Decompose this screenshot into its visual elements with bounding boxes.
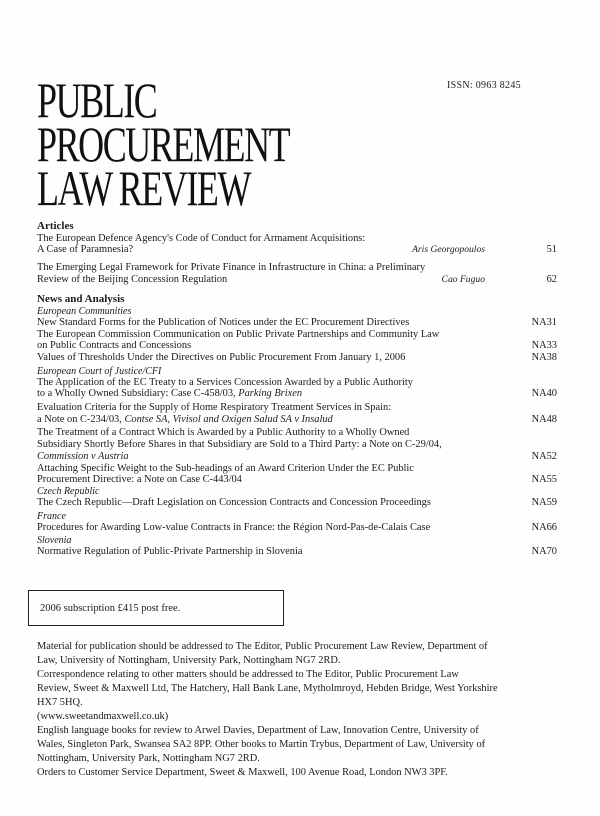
notice-line: Review, Sweet & Maxwell Ltd, The Hatchery, Hall Bank Lane, Mytholmroyd, Hebden Bridge, West Yorkshire bbox=[37, 683, 498, 694]
notice-line: English language books for review to Arwel Davies, Department of Law, Innovation Centre, University of bbox=[37, 725, 479, 736]
news-entry: Procedures for Awarding Low-value Contracts in France: the Région Nord-Pas-de-Calais Case NA66 bbox=[37, 521, 557, 533]
title-line-2: PROCUREMENT bbox=[37, 116, 290, 172]
notice-line: Orders to Customer Service Department, Sweet & Maxwell, 100 Avenue Road, London NW3 3PF. bbox=[37, 767, 448, 778]
news-entry: New Standard Forms for the Publication of Notices under the EC Procurement Directives NA31 bbox=[37, 316, 557, 328]
title-line-3: LAW REVIEW bbox=[37, 160, 250, 216]
news-entry: Normative Regulation of Public-Private Partnership in Slovenia NA70 bbox=[37, 546, 557, 558]
notice-line: Material for publication should be addressed to The Editor, Public Procurement Law Review, Department of bbox=[37, 641, 488, 652]
news-page: NA40 bbox=[531, 388, 557, 400]
section-france: France bbox=[37, 510, 66, 522]
section-european-communities: European Communities bbox=[37, 305, 132, 317]
news-entry: The Treatment of a Contract Which is Awarded by a Public Authority to a Wholly Owned Subsidiary Shortly Before Shares in that Subsidiary are Sold to a Third Party: a Note on C-29/04, Commission v Austria NA52 bbox=[37, 427, 557, 462]
notice-line: HX7 5HQ. bbox=[37, 697, 83, 708]
notice-line: (www.sweetandmaxwell.co.uk) bbox=[37, 711, 169, 722]
news-page: NA48 bbox=[531, 413, 557, 425]
article-author: Cao Fuguo bbox=[441, 273, 485, 285]
editorial-notice bbox=[37, 640, 558, 780]
section-ecj: European Court of Justice/CFI bbox=[37, 365, 162, 377]
notice-line: Law, University of Nottingham, University Park, Nottingham NG7 2RD. bbox=[37, 655, 341, 666]
news-entry: Attaching Specific Weight to the Sub-headings of an Award Criterion Under the EC Public Procurement Directive: a Note on Case C-443/04 NA55 bbox=[37, 462, 557, 486]
issn: ISSN: 0963 8245 bbox=[447, 80, 521, 91]
news-entry: The European Commission Communication on Public Private Partnerships and Community Law on Public Contracts and Concessions NA33 bbox=[37, 328, 557, 352]
news-entry: The Application of the EC Treaty to a Services Concession Awarded by a Public Authority to a Wholly Owned Subsidiary: Case C-458/03, Parking Brixen NA40 bbox=[37, 376, 557, 400]
news-entry: Evaluation Criteria for the Supply of Home Respiratory Treatment Services in Spain: a Note on C-234/03, Contse SA, Vivisol and Oxigen Salud SA v Insalud NA48 bbox=[37, 402, 557, 425]
article-entry-1: The European Defence Agency's Code of Conduct for Armament Acquisitions: A Case of Paramnesia? Aris Georgopoulos 51 bbox=[37, 232, 557, 256]
journal-title bbox=[37, 72, 290, 216]
subscription-box bbox=[28, 590, 284, 626]
article-page: 62 bbox=[546, 273, 557, 285]
title-line-1: PUBLIC bbox=[37, 72, 157, 128]
news-entry: Values of Thresholds Under the Directives on Public Procurement From January 1, 2006 NA38 bbox=[37, 351, 557, 363]
section-slovenia: Slovenia bbox=[37, 535, 72, 547]
section-czech: Czech Republic bbox=[37, 485, 100, 497]
news-page: NA33 bbox=[531, 340, 557, 352]
news-page: NA59 bbox=[531, 496, 557, 508]
news-entry: The Czech Republic—Draft Legislation on Concession Contracts and Concession Proceedings NA59 bbox=[37, 496, 557, 508]
news-page: NA66 bbox=[531, 521, 557, 533]
article-author: Aris Georgopoulos bbox=[412, 244, 485, 256]
notice-line: Wales, Singleton Park, Swansea SA2 8PP. Other books to Martin Trybus, Department of Law, University of bbox=[37, 739, 486, 750]
article-page: 51 bbox=[546, 244, 557, 256]
news-page: NA38 bbox=[531, 351, 557, 363]
notice-line: Nottingham, University Park, Nottingham NG7 2RD. bbox=[37, 753, 260, 764]
subscription-text: 2006 subscription £415 post free. bbox=[40, 603, 181, 614]
news-page: NA70 bbox=[531, 546, 557, 558]
news-heading: News and Analysis bbox=[37, 293, 125, 306]
news-page: NA52 bbox=[531, 450, 557, 462]
article-entry-2: The Emerging Legal Framework for Private Finance in Infrastructure in China: a Preliminary Review of the Beijing Concession Regulation Cao Fuguo 62 bbox=[37, 261, 557, 285]
table-of-contents bbox=[37, 220, 557, 558]
notice-line: Correspondence relating to other matters should be addressed to The Editor, Public Procurement Law bbox=[37, 669, 459, 680]
news-page: NA31 bbox=[531, 316, 557, 328]
news-page: NA55 bbox=[531, 474, 557, 486]
articles-heading: Articles bbox=[37, 220, 74, 232]
